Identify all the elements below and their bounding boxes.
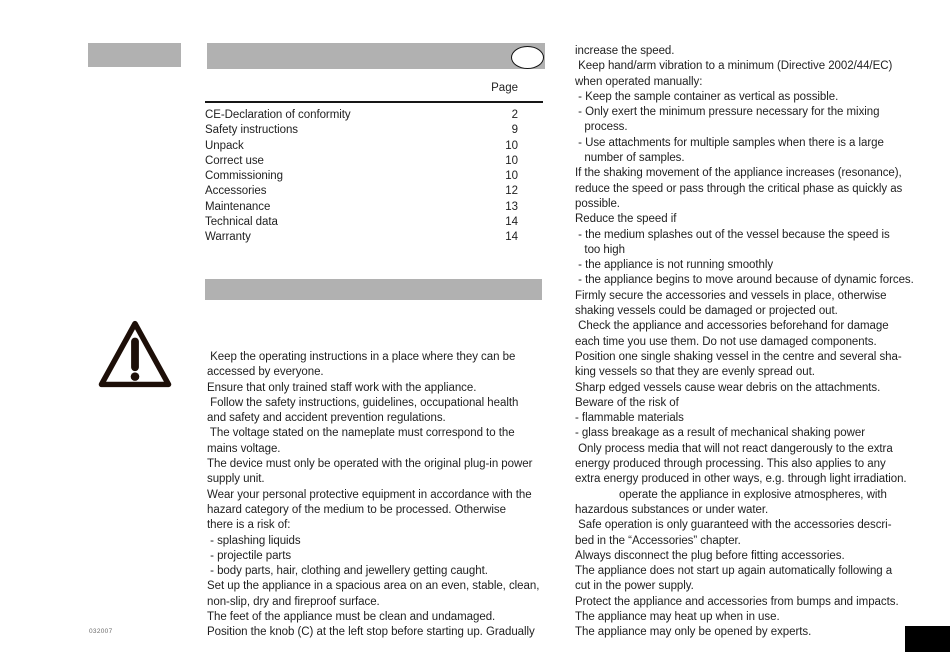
text-line: Reduce the speed if [575, 213, 677, 226]
text-line: Always disconnect the plug before fitting accessories. [575, 549, 845, 562]
text-line: increase the speed. [575, 45, 675, 57]
text-line: hazard category of the medium to be processed. Otherwise [207, 503, 506, 516]
text-line: each time you use them. Do not use damaged components. [575, 335, 877, 348]
toc-row [205, 184, 518, 199]
toc-item-page: 10 [505, 139, 518, 152]
toc-item-label: Correct use [205, 154, 264, 167]
toc-item-page: 10 [505, 154, 518, 167]
text-line: Protect the appliance and accessories from bumps and impacts. [575, 595, 899, 608]
text-line: Keep hand/arm vibration to a minimum (Directive 2002/44/EC) [575, 60, 893, 73]
toc-page-header: Page [491, 82, 518, 94]
left-column [207, 350, 545, 641]
text-line: bed in the “Accessories” chapter. [575, 534, 741, 547]
warning-icon [96, 318, 174, 390]
text-line: operate the appliance in explosive atmospheres, with [575, 488, 887, 501]
text-line: supply unit. [207, 473, 265, 486]
text-line: Position one single shaking vessel in the centre and several sha- [575, 350, 902, 363]
toc-item-label: CE-Declaration of conformity [205, 109, 351, 121]
text-line: - glass breakage as a result of mechanical shaking power [575, 427, 865, 440]
toc-item-page: 12 [505, 185, 518, 198]
toc-item-label: Maintenance [205, 200, 271, 213]
text-line: king vessels so that they are evenly spread out. [575, 366, 815, 379]
toc-item-page: 14 [505, 231, 518, 244]
toc-row [205, 230, 518, 245]
text-line: - Keep the sample container as vertical as possible. [575, 90, 839, 103]
right-column [575, 44, 914, 641]
page-corner-marker [905, 626, 950, 652]
toc-item-label: Unpack [205, 139, 244, 152]
text-line: Wear your personal protective equipment in accordance with the [207, 488, 532, 501]
text-line: Position the knob (C) at the left stop before starting up. Gradually [207, 626, 535, 639]
text-line: and safety and accident prevention regulations. [207, 412, 446, 425]
toc-row [205, 139, 518, 154]
text-line: Ensure that only trained staff work with the appliance. [207, 381, 477, 394]
text-line: - Only exert the minimum pressure necessary for the mixing [575, 106, 880, 119]
text-line: - the medium splashes out of the vessel because the speed is [575, 228, 890, 241]
text-line: Follow the safety instructions, guidelines, occupational health [207, 396, 519, 409]
toc-item-label: Commissioning [205, 170, 283, 183]
text-line: Set up the appliance in a spacious area on an even, stable, clean, [207, 580, 540, 593]
text-line: reduce the speed or pass through the critical phase as quickly as [575, 182, 903, 195]
text-line: - the appliance is not running smoothly [575, 259, 774, 272]
text-line: when operated manually: [575, 75, 703, 88]
toc-row [205, 154, 518, 169]
toc-divider-rule [205, 101, 543, 103]
text-line: Sharp edged vessels cause wear debris on the attachments. [575, 381, 881, 394]
text-line: - the appliance begins to move around because of dynamic forces. [575, 274, 914, 287]
text-line: Beware of the risk of [575, 396, 679, 409]
text-line: The appliance may only be opened by experts. [575, 626, 812, 639]
toc-row [205, 108, 518, 123]
toc-list [205, 108, 518, 246]
text-line: shaking vessels could be damaged or projected out. [575, 305, 838, 318]
text-line: The feet of the appliance must be clean and undamaged. [207, 611, 496, 624]
text-line: mains voltage. [207, 442, 281, 455]
text-line: The voltage stated on the nameplate must correspond to the [207, 427, 515, 440]
text-line: The device must only be operated with the original plug-in power [207, 458, 533, 471]
text-line: number of samples. [575, 152, 685, 165]
text-line: Firmly secure the accessories and vessels in place, otherwise [575, 289, 887, 302]
text-line: Safe operation is only guaranteed with the accessories descri- [575, 519, 892, 532]
text-line: non-slip, dry and fireproof surface. [207, 595, 380, 608]
oval-logo-icon [511, 46, 544, 69]
text-line: process. [575, 121, 628, 134]
toc-item-label: Technical data [205, 216, 278, 229]
text-line: cut in the power supply. [575, 580, 694, 593]
text-line: The appliance does not start up again automatically following a [575, 565, 893, 578]
text-line: Check the appliance and accessories beforehand for damage [575, 320, 889, 333]
text-line: there is a risk of: [207, 519, 291, 532]
text-line: extra energy produced in other ways, e.g. through light irradiation. [575, 473, 907, 486]
toc-item-page: 13 [505, 200, 518, 213]
toc-row [205, 169, 518, 184]
text-line: too high [575, 243, 625, 256]
text-line: If the shaking movement of the appliance increases (resonance), [575, 167, 902, 180]
text-line: - flammable materials [575, 412, 684, 425]
text-line: The appliance may heat up when in use. [575, 610, 780, 623]
text-line: Keep the operating instructions in a place where they can be [207, 351, 516, 363]
footer-code: 032007 [89, 628, 113, 635]
text-line: energy produced through processing. This also applies to any [575, 458, 886, 471]
text-line: accessed by everyone. [207, 366, 324, 379]
toc-item-page: 14 [505, 216, 518, 229]
toc-item-label: Safety instructions [205, 124, 299, 137]
text-line: hazardous substances or under water. [575, 503, 769, 516]
toc-item-label: Accessories [205, 185, 267, 198]
header-bar-left [88, 43, 181, 67]
toc-row [205, 123, 518, 138]
text-line: - splashing liquids [207, 534, 301, 547]
text-line: possible. [575, 197, 620, 210]
toc-item-label: Warranty [205, 231, 251, 244]
text-line: - Use attachments for multiple samples when there is a large [575, 136, 884, 149]
safety-section-bar [205, 279, 542, 300]
toc-header-bar [207, 43, 545, 69]
toc-row [205, 200, 518, 215]
text-line: - body parts, hair, clothing and jewellery getting caught. [207, 565, 488, 578]
text-line: Only process media that will not react dangerously to the extra [575, 442, 893, 455]
toc-item-page: 2 [511, 109, 518, 121]
toc-row [205, 215, 518, 230]
toc-item-page: 9 [511, 124, 518, 137]
toc-item-page: 10 [505, 170, 518, 183]
text-line: - projectile parts [207, 549, 292, 562]
